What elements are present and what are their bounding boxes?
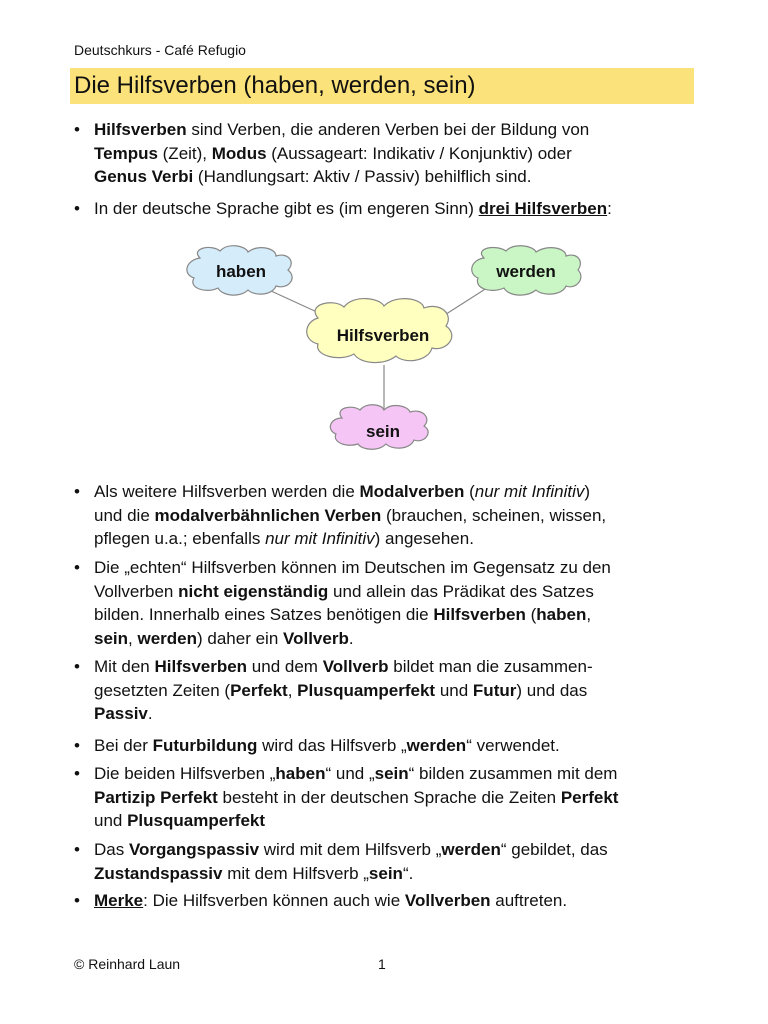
text-run: In der deutsche Sprache gibt es (im engeren Sinn) [94,199,479,218]
text-run: Als weitere Hilfsverben werden die [94,482,360,501]
bullet-item [74,889,704,913]
text-run: “ und „ [325,764,375,783]
text-run: Perfekt [560,787,619,807]
text-run: : [607,199,612,218]
text-run: “ bilden zusammen mit dem [408,764,618,783]
text-run: drei Hilfsverben [478,199,608,218]
text-run: wird mit dem Hilfsverb „ [259,840,442,859]
text-run: auftreten. [490,891,568,910]
text-run: . [348,628,354,648]
text-run: modalverbähnlichen Verben [154,505,382,525]
page-header: Deutschkurs - Café Refugio [74,42,246,58]
bullet-text [94,764,618,830]
text-run: sein [374,764,409,783]
page-title: Die Hilfsverben (haben, werden, sein) [74,72,476,99]
text-run: ( [525,605,537,624]
text-run: bildet man die zusammen- [388,657,593,676]
bullet-marker: • [74,736,80,755]
text-run: “ verwendet. [466,736,560,755]
text-run: und die [94,505,155,525]
text-run: Plusquamperfekt [127,811,266,830]
bullet-marker: • [74,199,80,218]
bullet-text [94,657,593,723]
text-run: (brauchen, scheinen, wissen, [381,505,607,525]
bullet-marker: • [74,558,80,577]
text-run: und [435,680,473,700]
bullet-item [74,480,704,551]
text-run: werden [406,736,467,755]
text-run: gesetzten Zeiten ( [94,680,231,700]
hilfsverben-diagram [0,0,768,470]
cloud-werden [472,246,581,295]
footer-copyright: © Reinhard Laun [74,956,181,972]
text-run: Tempus [94,143,158,163]
text-run: , [128,628,138,648]
text-run: “. [402,863,414,883]
text-run: Das [94,840,129,859]
bullet-marker: • [74,891,80,910]
bullet-text [94,482,606,548]
bullet-text [94,736,560,755]
text-run: Perfekt [230,680,288,700]
text-run: Zustandspassiv [94,863,223,883]
text-run: wird das Hilfsverb „ [257,736,407,755]
text-run: . [147,704,153,723]
text-run: besteht in der deutschen Sprache die Zeiten [217,787,561,807]
bullet-text [94,840,608,883]
cloud-label-sein: sein [365,422,401,441]
text-run: (Zeit), [157,143,212,163]
text-run: , [586,605,592,624]
text-run: werden [441,840,501,859]
text-run: sein [94,628,129,648]
cloud-hilfsverben [307,299,452,363]
text-run: ) angesehen. [374,529,474,548]
text-run: haben [536,605,587,624]
text-run: (Aussageart: Indikativ / Konjunktiv) oder [266,143,572,163]
text-run: bilden. Innerhalb eines Satzes benötigen die [94,605,434,624]
text-run: Merke [94,891,144,910]
text-run: Plusquamperfekt [297,680,436,700]
bullet-item [74,556,704,650]
page-number: 1 [378,956,386,972]
text-run: Futurbildung [152,736,258,755]
bullet-item [74,762,704,833]
text-run: Genus Verbi [94,167,194,186]
text-run: , [287,680,298,700]
bullet-marker: • [74,840,80,859]
text-run: sein [368,863,403,883]
bullet-item [74,734,704,758]
text-run: Passiv [94,704,148,723]
text-run: nicht eigenständig [178,581,329,601]
cloud-label-werden: werden [496,262,556,281]
cloud-haben [187,246,292,295]
text-run: Modalverben [359,482,465,501]
bullet-item [74,655,704,726]
text-run: Die beiden Hilfsverben „ [94,764,276,783]
cloud-label-hilfsverben: Hilfsverben [336,326,430,345]
text-run: “ gebildet, das [500,840,608,859]
text-run: Futur [472,680,517,700]
text-run: werden [137,628,198,648]
text-run: Partizip Perfekt [94,787,218,807]
text-run: ) daher ein [197,628,284,648]
bullet-marker: • [74,657,80,676]
bullet-text [94,891,567,910]
text-run: Modus [211,143,267,163]
text-run: Die „echten“ Hilfsverben können im Deutschen im Gegensatz zu den [94,558,611,577]
text-run: (Handlungsart: Aktiv / Passiv) behilflich sind. [193,167,532,186]
text-run: ( [464,482,475,501]
bullet-marker: • [74,120,80,139]
connector-werden [440,286,490,318]
text-run: Vorgangspassiv [128,840,260,859]
text-run: und allein das Prädikat des Satzes [328,581,594,601]
text-run: ) und das [516,680,588,700]
text-run: nur mit Infinitiv [265,529,375,548]
cloud-sein [330,405,428,450]
text-run: Mit den [94,657,155,676]
text-run: Hilfsverben [433,605,526,624]
text-run: haben [275,764,326,783]
text-run: mit dem Hilfsverb „ [222,863,369,883]
text-run: pflegen u.a.; ebenfalls [94,529,266,548]
text-run: Hilfsverben [94,120,187,139]
text-run: sind Verben, die anderen Verben bei der Bildung von [186,120,590,139]
text-run: und dem [247,657,323,676]
cloud-label-haben: haben [215,262,267,281]
bullet-marker: • [74,482,80,501]
text-run: Bei der [94,736,153,755]
text-run: Vollverb [322,657,389,676]
text-run: Vollverben [404,891,491,910]
text-run: Vollverben [94,581,179,601]
bullet-item [74,838,704,885]
bullet-text [94,558,611,648]
text-run: Hilfsverben [154,657,248,676]
text-run: ) [584,482,591,501]
text-run: und [94,811,128,830]
text-run: Vollverb [283,628,349,648]
text-run: : Die Hilfsverben können auch wie [143,891,405,910]
text-run: nur mit Infinitiv [474,482,585,501]
bullet-marker: • [74,764,80,783]
